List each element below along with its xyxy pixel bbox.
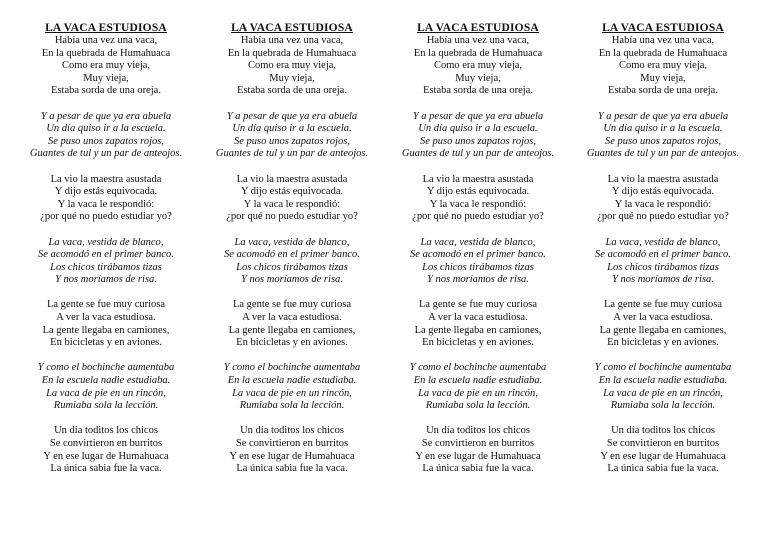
poem-line: La vaca, vestida de blanco,	[234, 236, 350, 248]
poem-line: ¿por qué no puedo estudiar yo?	[412, 211, 544, 223]
poem-line: Se convirtieron en burritos	[49, 438, 163, 449]
poem-line: Guantes de tul y un par de anteojos.	[29, 148, 183, 160]
poem-line: Había una vez una vaca,	[611, 35, 715, 46]
poem-line: En bicicletas y en aviones.	[422, 337, 534, 349]
poem-line: La vaca de pie en un rincón,	[46, 387, 166, 399]
poem-line: Se acomodó en el primer banco.	[595, 249, 731, 261]
poem-line: Y dijo estás equivocada.	[240, 186, 344, 198]
poem-line: Y a pesar de que ya era abuela	[597, 110, 729, 122]
poem-line: Guantes de tul y un par de anteojos.	[401, 148, 555, 160]
poem-copy-4	[570, 21, 756, 488]
poem-line: Y en ese lugar de Humahuaca	[43, 450, 169, 462]
poem-line: La única sabia fue la vaca.	[607, 463, 719, 475]
stanza	[13, 111, 199, 161]
poem-line: Y nos moríamos de risa.	[427, 274, 529, 286]
poem-title: LA VACA ESTUDIOSA	[602, 22, 724, 34]
poem-line: ¿por qué no puedo estudiar yo?	[40, 211, 172, 223]
poem-line: En la quebrada de Humahuaca	[41, 47, 171, 59]
stanza	[570, 111, 756, 161]
poem-line: Un día toditos los chicos	[54, 425, 158, 437]
poem-title: LA VACA ESTUDIOSA	[417, 22, 539, 34]
poem-line: Rumiaba sola la lección.	[239, 400, 345, 412]
poem-line: Y la vaca le respondió:	[57, 198, 155, 210]
stanza	[570, 35, 756, 98]
poem-line: Y a pesar de que ya era abuela	[226, 110, 358, 122]
poem-line: La gente se fue muy curiosa	[232, 299, 352, 311]
poem-line: Se puso unos zapatos rojos,	[420, 135, 536, 147]
stanza	[385, 362, 571, 412]
poem-line: Estaba sorda de una oreja.	[237, 85, 347, 97]
stanza	[199, 174, 385, 224]
poem-title: LA VACA ESTUDIOSA	[45, 22, 167, 34]
poem-line: La vio la maestra asustada	[607, 173, 719, 185]
poem-title: LA VACA ESTUDIOSA	[231, 22, 353, 34]
poem-line: Se puso unos zapatos rojos,	[48, 135, 164, 147]
poem-line: La vaca de pie en un rincón,	[418, 387, 538, 399]
poem-line: Un día toditos los chicos	[611, 425, 715, 437]
poem-line: Se puso unos zapatos rojos,	[234, 135, 350, 147]
poem-line: En bicicletas y en aviones.	[50, 337, 162, 349]
poem-line: A ver la vaca estudiosa.	[428, 312, 528, 324]
poem-line: Un día quiso ir a la escuela.	[232, 123, 352, 135]
poem-line: En la escuela nadie estudiaba.	[413, 375, 543, 387]
stanza	[570, 425, 756, 475]
poem-line: Y la vaca le respondió:	[614, 198, 712, 210]
poem-line: En la quebrada de Humahuaca	[227, 47, 357, 59]
stanza	[385, 111, 571, 161]
poem-line: La única sabia fue la vaca.	[50, 463, 162, 475]
poem-line: Y dijo estás equivocada.	[611, 186, 715, 198]
stanza	[199, 299, 385, 349]
poem-line: La gente llegaba en camiones,	[599, 324, 727, 336]
poem-line: A ver la vaca estudiosa.	[242, 312, 342, 324]
stanza	[13, 362, 199, 412]
poem-line: Y a pesar de que ya era abuela	[412, 110, 544, 122]
poem-line: Como era muy vieja,	[433, 60, 523, 72]
poem-line: A ver la vaca estudiosa.	[613, 312, 713, 324]
poem-line: Rumiaba sola la lección.	[53, 400, 159, 412]
poem-line: La vaca, vestida de blanco,	[605, 236, 721, 248]
stanza	[199, 35, 385, 98]
poem-line: En la escuela nadie estudiaba.	[598, 375, 728, 387]
poem-copy-2	[199, 21, 385, 488]
poem-line: Y la vaca le respondió:	[429, 198, 527, 210]
poem-line: Y en ese lugar de Humahuaca	[229, 450, 355, 462]
poem-line: Los chicos tirábamos tizas	[236, 261, 348, 273]
poem-line: Y nos moríamos de risa.	[241, 274, 343, 286]
poem-line: Y como el bochinche aumentaba	[37, 362, 175, 374]
poem-line: Muy vieja,	[455, 72, 501, 84]
poem-line: Los chicos tirábamos tizas	[607, 261, 719, 273]
poem-line: Guantes de tul y un par de anteojos.	[215, 148, 369, 160]
poem-line: Un día quiso ir a la escuela.	[418, 123, 538, 135]
poem-line: La gente llegaba en camiones,	[414, 324, 542, 336]
poem-line: Guantes de tul y un par de anteojos.	[586, 148, 740, 160]
stanza	[13, 237, 199, 287]
poem-copy-3	[385, 21, 571, 488]
poem-line: Y dijo estás equivocada.	[426, 186, 530, 198]
poem-line: La vaca de pie en un rincón,	[603, 387, 723, 399]
poem-line: Y como el bochinche aumentaba	[594, 362, 732, 374]
stanza	[13, 299, 199, 349]
stanza	[13, 35, 199, 98]
poem-line: Se convirtieron en burritos	[606, 438, 720, 449]
poem-line: Y en ese lugar de Humahuaca	[600, 450, 726, 462]
poem-line: La gente se fue muy curiosa	[46, 299, 166, 311]
poem-line: En la quebrada de Humahuaca	[413, 47, 543, 59]
poem-line: Y nos moríamos de risa.	[612, 274, 714, 286]
stanza	[199, 425, 385, 475]
stanza	[385, 237, 571, 287]
poem-line: La vaca, vestida de blanco,	[48, 236, 164, 248]
poem-line: ¿por qué no puedo estudiar yo?	[597, 211, 729, 223]
poem-line: En la quebrada de Humahuaca	[598, 47, 728, 59]
poem-line: La gente llegaba en camiones,	[228, 324, 356, 336]
stanza	[385, 299, 571, 349]
poem-line: Y como el bochinche aumentaba	[409, 362, 547, 374]
poem-line: Como era muy vieja,	[618, 60, 708, 72]
poem-line: Se convirtieron en burritos	[421, 438, 535, 449]
poem-line: Un día quiso ir a la escuela.	[46, 123, 166, 135]
poem-line: Y en ese lugar de Humahuaca	[415, 450, 541, 462]
poem-line: Había una vez una vaca,	[426, 35, 530, 46]
stanza	[570, 237, 756, 287]
poem-line: La única sabia fue la vaca.	[236, 463, 348, 475]
poem-line: La gente se fue muy curiosa	[603, 299, 723, 311]
stanza	[385, 35, 571, 98]
poem-line: Rumiaba sola la lección.	[425, 400, 531, 412]
stanza	[13, 174, 199, 224]
poem-line: Había una vez una vaca,	[240, 35, 344, 46]
poem-line: Un día quiso ir a la escuela.	[603, 123, 723, 135]
poem-line: Se acomodó en el primer banco.	[224, 249, 360, 261]
poem-line: Estaba sorda de una oreja.	[608, 85, 718, 97]
poem-line: La única sabia fue la vaca.	[422, 463, 534, 475]
stanza	[199, 237, 385, 287]
poem-line: Como era muy vieja,	[61, 60, 151, 72]
poem-copy-1	[13, 21, 199, 488]
poem-line: Y dijo estás equivocada.	[54, 186, 158, 198]
stanza	[199, 362, 385, 412]
stanza	[570, 174, 756, 224]
poem-line: La vio la maestra asustada	[50, 173, 162, 185]
stanza	[385, 425, 571, 475]
poem-line: Muy vieja,	[83, 72, 129, 84]
poem-line: ¿por qué no puedo estudiar yo?	[226, 211, 358, 223]
poem-line: La vaca de pie en un rincón,	[232, 387, 352, 399]
poem-line: A ver la vaca estudiosa.	[56, 312, 156, 324]
poem-line: Un día toditos los chicos	[426, 425, 530, 437]
poem-line: En bicicletas y en aviones.	[607, 337, 719, 349]
poem-line: Muy vieja,	[640, 72, 686, 84]
poem-line: La vio la maestra asustada	[236, 173, 348, 185]
poem-line: Se convirtieron en burritos	[235, 438, 349, 449]
stanza	[570, 299, 756, 349]
poem-line: En la escuela nadie estudiaba.	[227, 375, 357, 387]
poem-line: La gente llegaba en camiones,	[42, 324, 170, 336]
poem-line: Y como el bochinche aumentaba	[223, 362, 361, 374]
stanza	[199, 111, 385, 161]
poem-line: Estaba sorda de una oreja.	[423, 85, 533, 97]
poem-line: Y la vaca le respondió:	[243, 198, 341, 210]
poem-line: Se acomodó en el primer banco.	[410, 249, 546, 261]
poem-line: Rumiaba sola la lección.	[610, 400, 716, 412]
poem-line: Los chicos tirábamos tizas	[50, 261, 162, 273]
poem-line: Muy vieja,	[269, 72, 315, 84]
stanza	[385, 174, 571, 224]
poem-line: La gente se fue muy curiosa	[418, 299, 538, 311]
stanza	[570, 362, 756, 412]
poem-line: Había una vez una vaca,	[54, 35, 158, 46]
poem-line: Y a pesar de que ya era abuela	[40, 110, 172, 122]
poem-line: Estaba sorda de una oreja.	[51, 85, 161, 97]
poem-line: En bicicletas y en aviones.	[236, 337, 348, 349]
poem-line: Como era muy vieja,	[247, 60, 337, 72]
poem-line: Se acomodó en el primer banco.	[38, 249, 174, 261]
poem-line: Un día toditos los chicos	[240, 425, 344, 437]
poem-line: Y nos moríamos de risa.	[55, 274, 157, 286]
poem-line: En la escuela nadie estudiaba.	[41, 375, 171, 387]
poem-line: La vio la maestra asustada	[422, 173, 534, 185]
poem-line: Los chicos tirábamos tizas	[422, 261, 534, 273]
poem-line: La vaca, vestida de blanco,	[420, 236, 536, 248]
stanza	[13, 425, 199, 475]
poem-line: Se puso unos zapatos rojos,	[605, 135, 721, 147]
